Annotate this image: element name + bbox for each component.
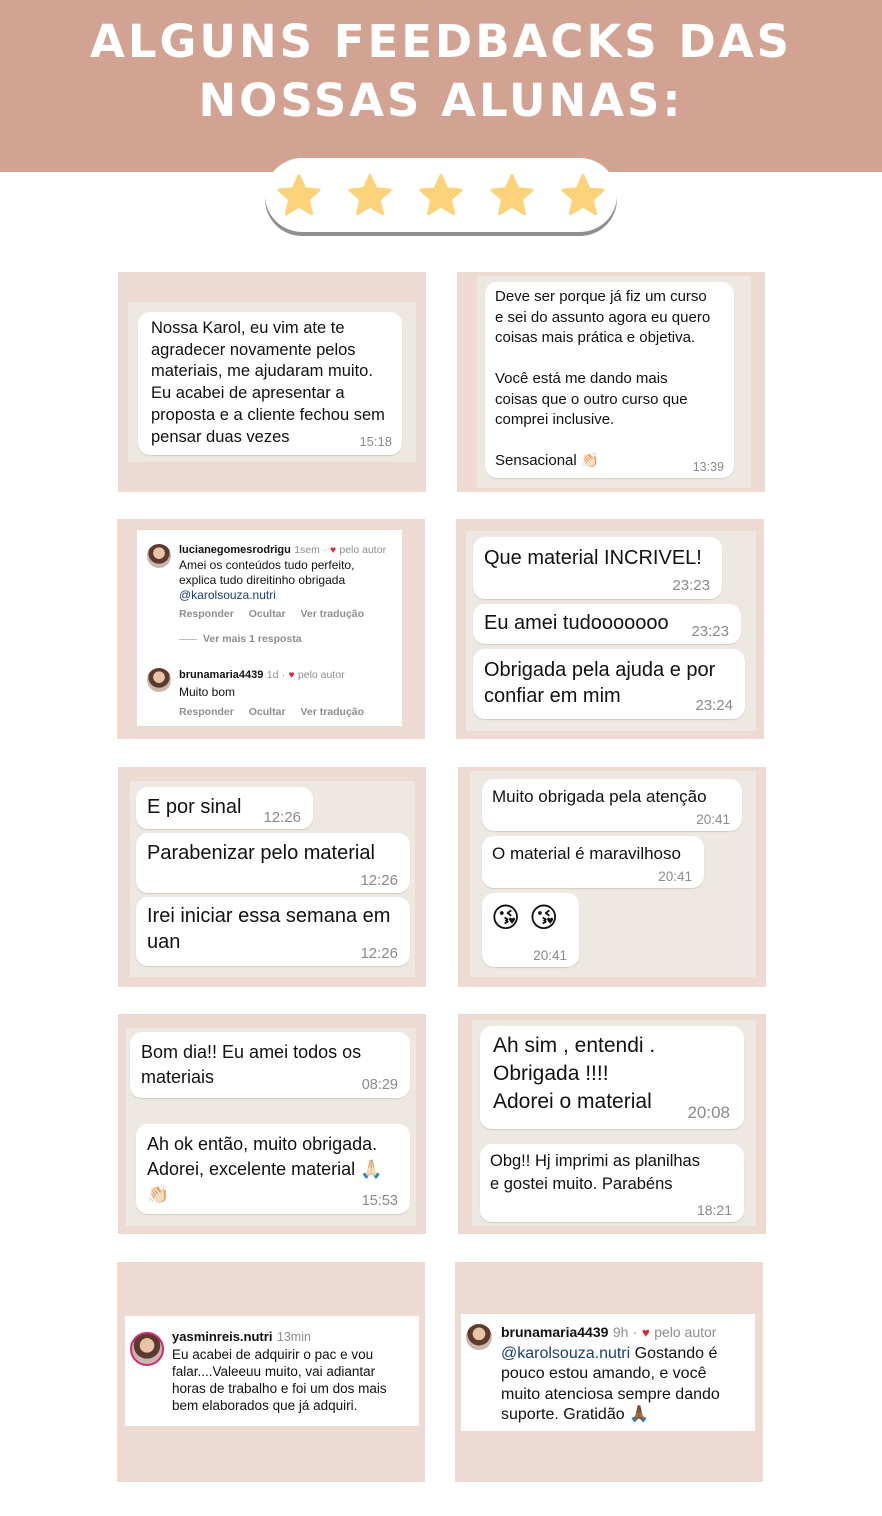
message-text: Eu amei tudooooooo [484, 612, 669, 634]
rating-stars [265, 158, 617, 232]
translate-button[interactable]: Ver tradução [300, 608, 365, 620]
chat-bubble [136, 897, 410, 966]
message-text: Que material INCRIVEL! [484, 547, 702, 569]
feedback-card-10 [455, 1262, 763, 1482]
avatar [466, 1324, 492, 1350]
instagram-comments [137, 530, 402, 726]
comment-text: Gostando é pouco estou amando, e você muito atenciosa sempre dando suporte. Gratidão 🙏🏾 [501, 1344, 720, 1423]
chat-bubble [136, 833, 410, 893]
message-text: Muito obrigada pela atenção [492, 787, 707, 806]
message-text: E por sinal [147, 796, 242, 818]
view-replies-label: Ver mais 1 resposta [203, 633, 302, 645]
chat-bubble [136, 787, 313, 829]
star-icon [276, 172, 322, 218]
instagram-comment [125, 1316, 419, 1426]
title-line-1: ALGUNS FEEDBACKS DAS [90, 15, 792, 68]
chat-bubble [482, 893, 579, 967]
comment-age: 1d [266, 669, 279, 681]
chat-bubble [136, 1124, 410, 1214]
author-like-label: pelo autor [297, 669, 345, 681]
message-time: 23:24 [695, 697, 733, 714]
comment-age: 13min [276, 1330, 311, 1344]
comment-text: Amei os conteúdos tudo perfeito, explica tudo direitinho obrigada [179, 558, 355, 587]
message-time: 13:39 [692, 460, 724, 474]
comment-username[interactable]: yasminreis.nutri [172, 1329, 273, 1344]
divider [179, 639, 197, 640]
reply-button[interactable]: Responder [179, 608, 234, 620]
chat-bubble [482, 836, 704, 888]
chat-bubble [130, 1032, 410, 1098]
chat-bubble [480, 1026, 744, 1129]
avatar [147, 544, 171, 568]
chat-bubble [473, 604, 741, 644]
avatar [147, 668, 171, 692]
message-time: 12:26 [263, 809, 301, 826]
message-text: Parabenizar pelo material [147, 842, 375, 864]
comment-age: 1sem [294, 544, 320, 556]
heart-icon: ♥ [642, 1325, 650, 1340]
message-time: 08:29 [361, 1077, 398, 1093]
comment-text: Muito bom [179, 685, 236, 699]
star-icon [347, 172, 393, 218]
chat-bubble [473, 537, 722, 599]
message-text: Irei iniciar essa semana em uan [147, 905, 391, 953]
dot-separator: · [632, 1324, 638, 1340]
chat-bubble [480, 1144, 744, 1222]
message-time: 23:23 [672, 577, 710, 594]
comment-actions [179, 607, 399, 622]
mention-link[interactable]: @karolsouza.nutri [179, 588, 276, 602]
message-time: 12:26 [360, 872, 398, 889]
chat-bubble [482, 779, 742, 831]
feedback-card-5 [118, 767, 426, 987]
message-time: 12:26 [360, 945, 398, 962]
star-icon [418, 172, 464, 218]
heart-icon: ♥ [288, 670, 295, 681]
page-title [0, 12, 882, 130]
chat-bubble [485, 282, 734, 478]
hide-button[interactable]: Ocultar [248, 706, 286, 718]
message-text: O material é maravilhoso [492, 844, 681, 863]
view-replies-button[interactable] [179, 632, 399, 647]
message-text: Bom dia!! Eu amei todos os materiais [141, 1042, 362, 1087]
message-time: 20:08 [687, 1103, 730, 1122]
hide-button[interactable]: Ocultar [248, 608, 286, 620]
feedback-card-4 [456, 519, 764, 739]
emoji-message: 😘 😘 [491, 901, 559, 934]
feedback-card-8 [458, 1014, 766, 1234]
avatar [130, 1332, 164, 1366]
author-like-label: pelo autor [339, 544, 387, 556]
author-like-label: pelo autor [654, 1324, 717, 1340]
message-time: 20:41 [533, 948, 567, 963]
feedback-card-3 [117, 519, 425, 739]
comment-age: 9h [612, 1324, 629, 1340]
message-time: 15:18 [359, 434, 392, 449]
chat-bubble [138, 312, 402, 455]
message-text: Deve ser porque já fiz um curso e sei do assunto agora eu quero coisas mais prática e objetiva. Você está me dando mais coisas que o outro curso que comprei inclusive. Sensacional 👏🏻 [495, 288, 711, 469]
chat-bubble [473, 649, 745, 719]
heart-icon: ♥ [330, 545, 337, 556]
comment-actions [179, 704, 399, 720]
message-text: Obg!! Hj imprimi as planilhas e gostei muito. Parabéns [490, 1152, 700, 1193]
comment-text: Eu acabei de adquirir o pac e vou falar....Valeeuu muito, vai adiantar horas de trabalho e foi um dos mais bem elaborados que já adquiri. [172, 1347, 387, 1413]
feedback-card-6 [458, 767, 766, 987]
message-text: Ah ok então, muito obrigada. Adorei, excelente material 🙏🏻 👏🏻 [147, 1134, 383, 1204]
feedback-card-1 [118, 272, 426, 492]
feedback-card-7 [118, 1014, 426, 1234]
comment-username[interactable]: brunamaria4439 [179, 669, 264, 681]
star-icon [489, 172, 535, 218]
message-time: 20:41 [696, 812, 730, 827]
message-time: 23:23 [691, 623, 729, 640]
message-time: 18:21 [696, 1202, 732, 1218]
translate-button[interactable]: Ver tradução [300, 706, 365, 718]
mention-link[interactable]: @karolsouza.nutri [501, 1344, 631, 1362]
header-banner [0, 0, 882, 172]
reply-button[interactable]: Responder [179, 706, 234, 718]
message-text: Obrigada pela ajuda e por confiar em mim [484, 659, 716, 707]
star-icon [560, 172, 606, 218]
message-time: 20:41 [658, 869, 692, 884]
message-text: Nossa Karol, eu vim ate te agradecer novamente pelos materiais, me ajudaram muito. Eu acabei de apresentar a proposta e a cliente fechou sem pensar duas vezes [151, 319, 385, 446]
comment-body [501, 1344, 753, 1426]
dot-separator: · [281, 669, 286, 681]
title-line-2: NOSSAS ALUNAS: [198, 74, 684, 127]
message-text: Ah sim , entendi . Obrigada !!!! Adorei o material [493, 1034, 656, 1113]
comment-username[interactable]: lucianegomesrodrigu [179, 544, 291, 556]
instagram-comment [461, 1314, 755, 1431]
comment-username[interactable]: brunamaria4439 [501, 1324, 609, 1340]
feedback-card-2 [457, 272, 765, 492]
message-time: 15:53 [361, 1193, 398, 1209]
dot-separator: · [323, 544, 327, 556]
feedback-card-9 [117, 1262, 425, 1482]
